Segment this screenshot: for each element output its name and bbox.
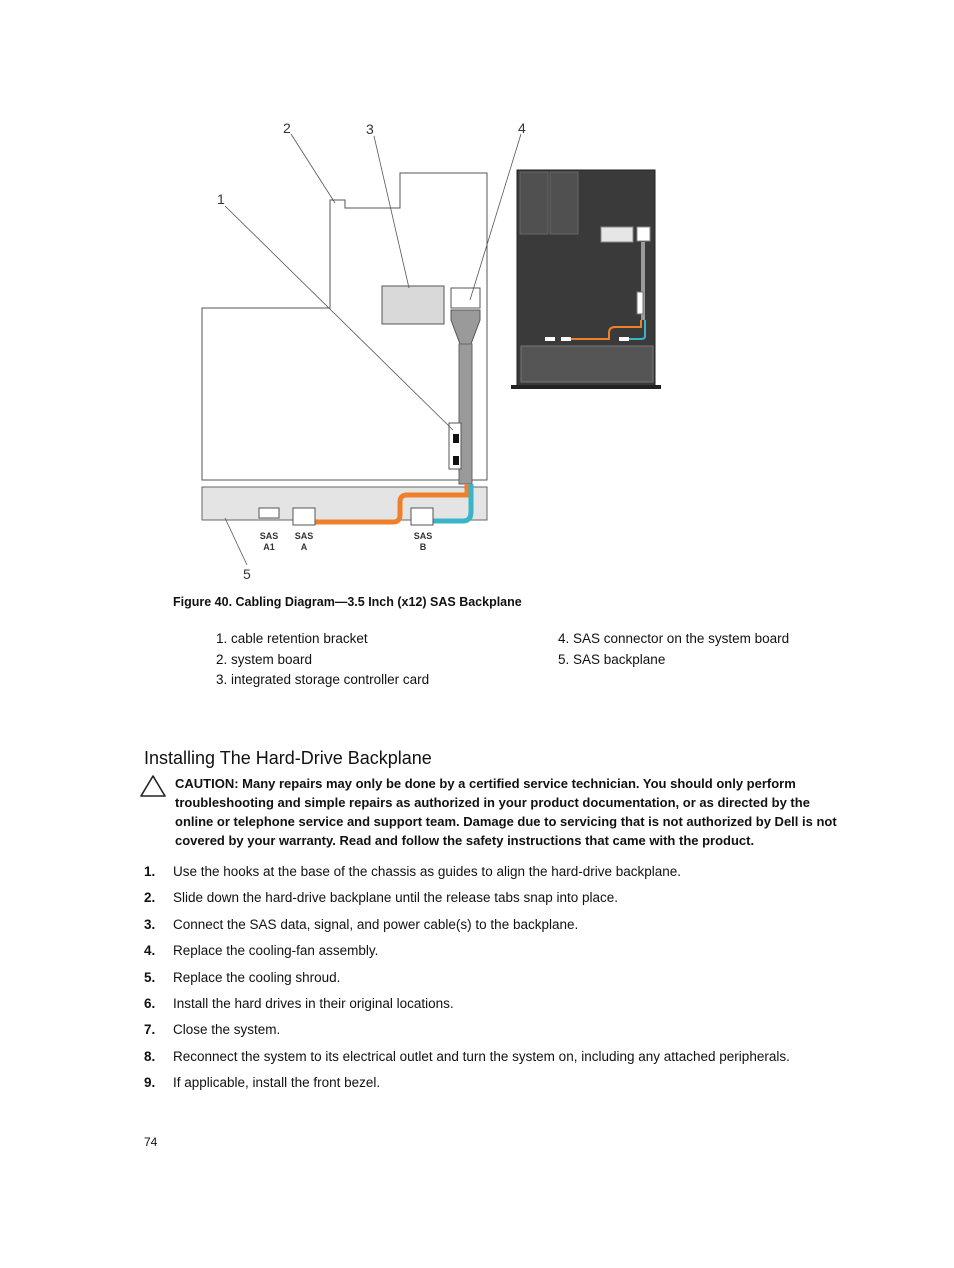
inset-sas-connector: [637, 227, 650, 241]
sas-a-label-line2: A: [300, 542, 308, 552]
sas-b-label-line2: B: [419, 542, 427, 552]
step-item: [144, 1075, 864, 1101]
step-number: 9.: [144, 1075, 156, 1091]
psu-2: [550, 172, 578, 234]
legend-item: 1. cable retention bracket: [216, 631, 368, 646]
step-text: Connect the SAS data, signal, and power cable(s) to the backplane.: [173, 916, 579, 932]
psu-1: [520, 172, 548, 234]
cabling-diagram: [195, 110, 675, 590]
step-text: Reconnect the system to its electrical outlet and turn the system on, including any attached peripherals.: [173, 1048, 790, 1064]
sas-a-label-line1: SAS: [294, 531, 314, 541]
step-text: Close the system.: [173, 1022, 281, 1038]
step-item: [144, 917, 864, 943]
sas-a1-label-line2: A1: [263, 542, 275, 552]
callout-5-leader: [225, 518, 247, 565]
caution-text: CAUTION: Many repairs may only be done by a certified service technician. You should only perform troubleshooting and simple repairs as authorized in your product documentation, or as directed by the online or telephone service and support team. Damage due to servicing that is not authorized by Dell is not covered by your warranty. Read and follow the safety instructions that came with the product.: [175, 776, 837, 848]
inset-conn-a1: [545, 337, 555, 341]
step-number: 6.: [144, 995, 156, 1011]
step-item: [144, 943, 864, 969]
figure-legend-right: [558, 629, 789, 670]
bracket-clip-top: [453, 434, 459, 443]
system-board-sas-connector: [451, 288, 480, 308]
sas-b-label-line1: SAS: [413, 531, 433, 541]
sas-a1-connector: [259, 508, 279, 518]
sas-backplane: [202, 487, 487, 520]
inset-bracket: [637, 292, 643, 314]
section-title: Installing The Hard-Drive Backplane: [144, 747, 432, 768]
inset-drive-bay: [521, 346, 653, 382]
page-number: 74: [144, 1135, 158, 1149]
step-text: If applicable, install the front bezel.: [173, 1075, 381, 1091]
step-item: [144, 1049, 864, 1075]
legend-item: 3. integrated storage controller card: [216, 672, 430, 687]
step-number: 8.: [144, 1048, 156, 1064]
step-item: [144, 970, 864, 996]
step-text: Slide down the hard-drive backplane until the release tabs snap into place.: [173, 890, 619, 906]
step-text: Install the hard drives in their original locations.: [173, 995, 454, 1011]
sas-a1-label-line1: SAS: [259, 531, 279, 541]
inset-controller-card: [601, 227, 633, 242]
step-number: 3.: [144, 916, 156, 932]
sas-a-connector: [293, 508, 315, 525]
legend-item: 4. SAS connector on the system board: [558, 631, 790, 646]
step-item: [144, 864, 864, 890]
installation-steps: [144, 864, 864, 1102]
legend-item: 5. SAS backplane: [558, 651, 666, 667]
callout-2-leader: [291, 134, 335, 203]
bracket-clip-bottom: [453, 456, 459, 465]
cabling-diagram-figure: [195, 110, 675, 590]
step-text: Use the hooks at the base of the chassis as guides to align the hard-drive backplane.: [173, 864, 682, 879]
legend-item: 2. system board: [216, 651, 313, 667]
step-item: [144, 996, 864, 1022]
step-number: 5.: [144, 969, 156, 985]
step-text: Replace the cooling-fan assembly.: [173, 943, 379, 959]
step-item: [144, 890, 864, 916]
step-number: 7.: [144, 1022, 156, 1038]
figure-legend-left: [216, 629, 429, 691]
sas-b-connector: [411, 508, 433, 525]
inset-conn-b: [619, 337, 629, 341]
step-number: 1.: [144, 864, 156, 879]
step-item: [144, 1022, 864, 1048]
callout-3: 3: [366, 121, 374, 137]
step-number: 2.: [144, 890, 156, 906]
callout-4: 4: [518, 120, 526, 136]
step-text: Replace the cooling shroud.: [173, 969, 341, 985]
storage-controller-card: [382, 286, 444, 324]
warning-triangle-icon: [140, 774, 166, 803]
system-board-outline: [202, 173, 487, 480]
callout-2: 2: [283, 120, 291, 136]
step-number: 4.: [144, 943, 156, 959]
chassis-overview-inset: [511, 170, 661, 389]
figure-caption: Figure 40. Cabling Diagram—3.5 Inch (x12) SAS Backplane: [173, 595, 522, 609]
inset-conn-a: [561, 337, 571, 341]
inset-base-rail: [511, 385, 661, 389]
callout-5: 5: [243, 566, 251, 582]
callout-1: 1: [217, 191, 225, 207]
